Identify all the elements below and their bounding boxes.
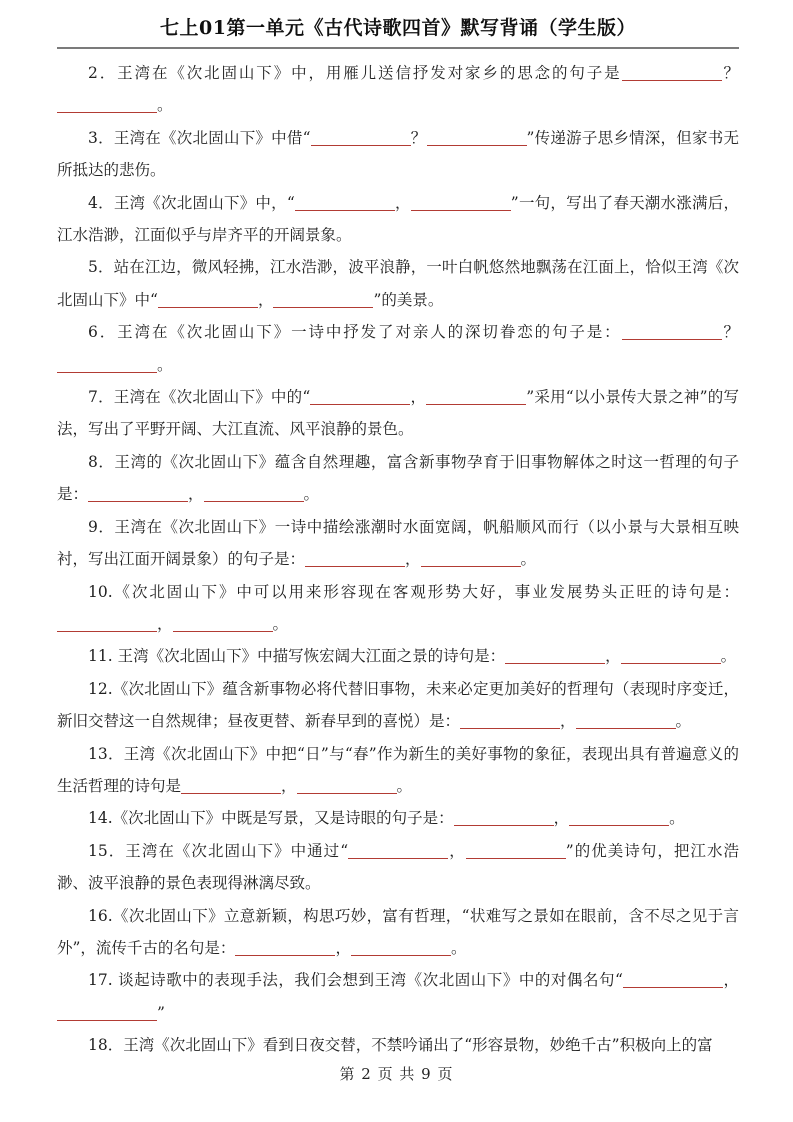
answer-blank [427, 145, 527, 146]
question-text: 17. 谈起诗歌中的表现手法，我们会想到王湾《次北固山下》中的对偶名句“ [88, 971, 623, 990]
answer-blank [311, 145, 411, 146]
answer-blank [204, 501, 304, 502]
answer-blank [351, 955, 451, 956]
question-text: ， [553, 809, 570, 828]
question-item [57, 1029, 739, 1061]
question-item [57, 511, 739, 576]
title-divider [57, 47, 739, 49]
question-text: 。 [396, 776, 413, 795]
answer-blank [310, 404, 410, 405]
answer-blank [411, 210, 511, 211]
question-text: 7．王湾在《次北固山下》中的“ [88, 388, 311, 407]
question-text: ， [188, 485, 204, 504]
question-text: ， [335, 938, 351, 957]
answer-blank [622, 80, 722, 81]
answer-blank [466, 858, 566, 859]
question-item [57, 57, 739, 122]
answer-blank [569, 825, 669, 826]
question-item [57, 802, 739, 834]
question-text: ”采用“以小景传大景之神”的写法，写出了平野开阔、大江直流、风平浪静的景色。 [57, 388, 739, 439]
question-text: ”的美景。 [373, 290, 444, 309]
question-text: 。 [520, 550, 537, 569]
question-text: ， [257, 290, 274, 309]
question-text: ”的优美诗句，把江水浩渺、波平浪静的景色表现得淋漓尽致。 [57, 841, 739, 893]
question-text: ， [605, 647, 621, 666]
question-item [57, 738, 739, 803]
answer-blank [57, 372, 157, 373]
answer-blank [576, 728, 676, 729]
question-text: 5．站在江边，微风轻拂，江水浩渺，波平浪静，一叶白帆悠然地飘荡在江面上，恰似王湾《次北固山下》中“ [57, 258, 739, 309]
question-text: 16.《次北固山下》立意新颖，构思巧妙，富有哲理，“状难写之景如在眼前，含不尽之见于言外”，流传千古的名句是： [57, 906, 739, 957]
question-text: 。 [303, 485, 320, 504]
answer-blank [297, 793, 397, 794]
question-item [57, 835, 739, 900]
question-text: 18．王湾《次北固山下》看到日夜交替，不禁吟诵出了“形容景物，妙绝千古”积极向上的富 [88, 1036, 713, 1055]
question-text: 10.《次北固山下》中可以用来形容现在客观形势大好，事业发展势头正旺的诗句是： [88, 582, 739, 601]
question-text: ？ [721, 323, 739, 342]
answer-blank [295, 210, 395, 211]
page-footer: 第 2 页 共 9 页 [339, 1065, 454, 1083]
answer-blank [460, 728, 560, 729]
question-item [57, 187, 739, 252]
answer-blank [623, 987, 723, 988]
questions [57, 57, 739, 1062]
question-text: 。 [157, 96, 173, 115]
question-item [57, 122, 739, 187]
question-text: ？ [410, 128, 427, 147]
answer-blank [454, 825, 554, 826]
question-text: ， [410, 388, 427, 407]
answer-blank [348, 858, 448, 859]
question-text: 9．王湾在《次北固山下》一诗中描绘涨潮时水面宽阔，帆船顺风而行（以小景与大景相互映衬，写出江面开阔景象）的句子是： [57, 517, 739, 569]
answer-blank [57, 112, 157, 113]
question-text: 15．王湾在《次北固山下》中通过“ [88, 841, 349, 860]
answer-blank [181, 793, 281, 794]
question-item [57, 964, 739, 1029]
question-text: 。 [450, 938, 467, 957]
question-text: ， [722, 971, 739, 990]
question-text: ， [560, 712, 576, 731]
answer-blank [305, 566, 405, 567]
question-text: ， [405, 550, 421, 569]
question-text: 。 [272, 614, 289, 633]
question-text: 。 [669, 809, 685, 828]
answer-blank [426, 404, 526, 405]
question-text: ？ [721, 64, 739, 82]
question-text: 2．王湾在《次北固山下》中，用雁儿送信抒发对家乡的思念的句子是 [88, 64, 622, 82]
question-item [57, 251, 739, 316]
question-text: 8．王湾的《次北固山下》蕴含自然理趣，富含新事物孕育于旧事物解体之时这一哲理的句子是： [57, 452, 739, 504]
question-text: ， [157, 614, 173, 633]
answer-blank [235, 955, 335, 956]
question-text: ”传递游子思乡情深，但家书无所抵达的悲伤。 [57, 128, 739, 180]
question-text: ， [448, 841, 466, 860]
answer-blank [173, 631, 273, 632]
question-text: 13．王湾《次北固山下》中把“日”与“春”作为新生的美好事物的象征，表现出具有普遍意义的生活哲理的诗句是 [57, 744, 739, 795]
question-text: ” [157, 1003, 165, 1022]
answer-blank [505, 663, 605, 664]
question-text: 12.《次北固山下》蕴含新事物必将代替旧事物，未来必定更加美好的哲理句（表现时序变迁，新旧交替这一自然规律；昼夜更替、新春早到的喜悦）是： [57, 679, 739, 731]
question-item [57, 381, 739, 446]
answer-blank [273, 307, 373, 308]
question-text: 。 [157, 355, 173, 374]
question-text: 6．王湾在《次北固山下》一诗中抒发了对亲人的深切眷恋的句子是： [88, 323, 622, 342]
question-item [57, 673, 739, 738]
answer-blank [622, 339, 722, 340]
question-item [57, 446, 739, 511]
question-text: 。 [720, 647, 737, 666]
question-text: 3．王湾在《次北固山下》中借“ [88, 128, 311, 147]
answer-blank [421, 566, 521, 567]
question-text: ”一句，写出了春天潮水涨满后，江水浩渺，江面似乎与岸齐平的开阔景象。 [57, 193, 739, 245]
answer-blank [57, 631, 157, 632]
answer-blank [57, 1020, 157, 1021]
question-text: ， [394, 193, 411, 212]
question-item [57, 900, 739, 965]
page-title: 七上01第一单元《古代诗歌四首》默写背诵（学生版） [160, 17, 636, 39]
question-item [57, 316, 739, 381]
answer-blank [621, 663, 721, 664]
question-text: 14.《次北固山下》中既是写景，又是诗眼的句子是： [88, 809, 454, 828]
answer-blank [158, 307, 258, 308]
answer-blank [88, 501, 188, 502]
question-item [57, 640, 739, 672]
question-text: ， [281, 776, 297, 795]
question-text: 4．王湾《次北固山下》中，“ [88, 193, 295, 212]
question-text: 11. 王湾《次北固山下》中描写恢宏阔大江面之景的诗句是： [88, 647, 506, 666]
question-text: 。 [675, 712, 692, 731]
question-item [57, 576, 739, 641]
